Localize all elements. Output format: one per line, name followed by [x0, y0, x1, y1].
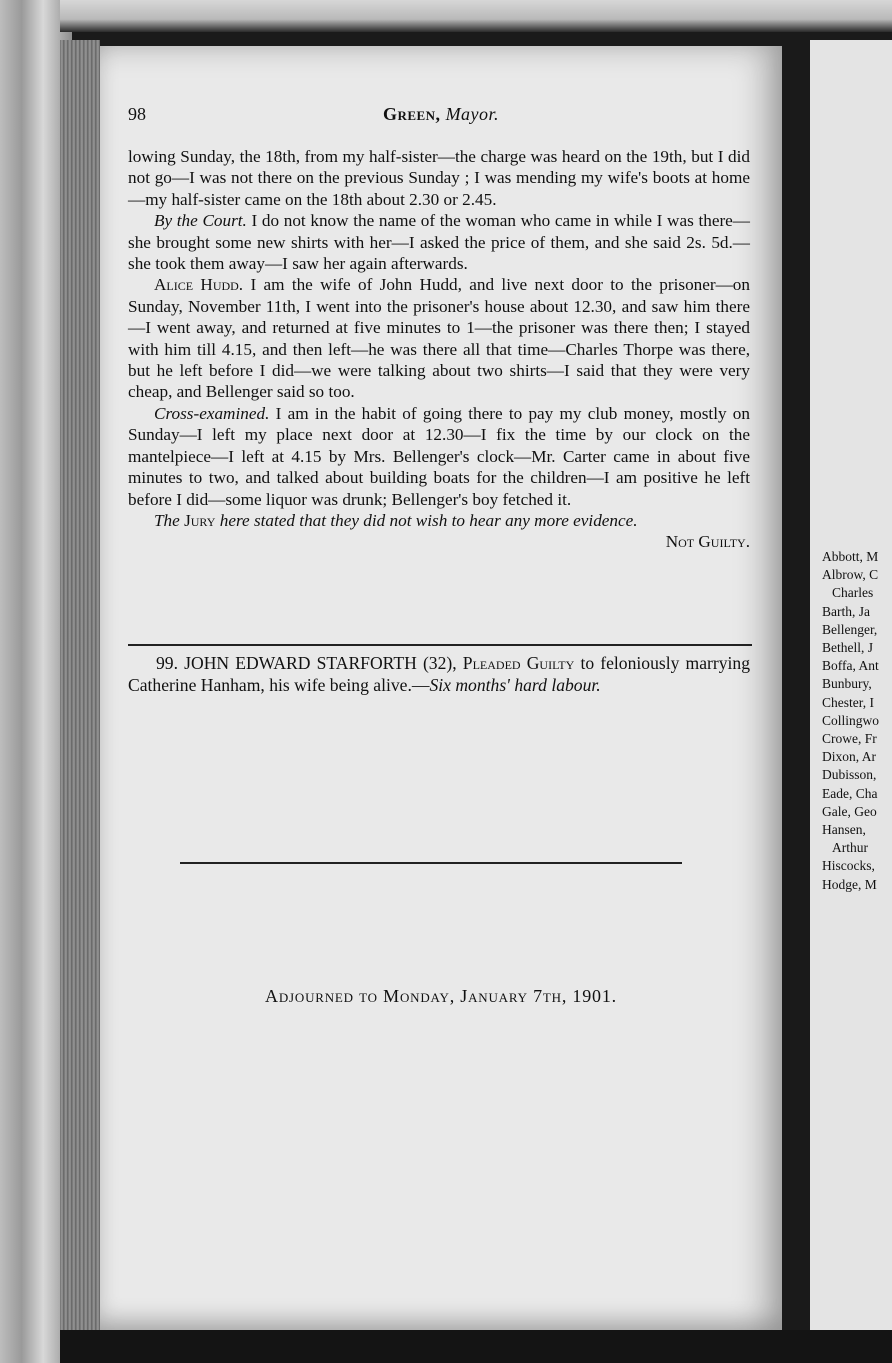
index-entry: Abbott, M [822, 549, 879, 564]
index-entry: Hodge, M [822, 876, 877, 892]
charge: to feloniously marrying Catherine Hanham, his wife being alive.— [128, 653, 751, 695]
scan-top-band [60, 0, 892, 32]
index-entry: Albrow, C [822, 567, 879, 583]
running-head [128, 104, 754, 125]
book-page-edges [60, 40, 100, 1330]
index-entry: Crowe, Fr [822, 731, 877, 747]
index-entry: Barth, Ja [822, 603, 870, 619]
case-separator-rule [128, 644, 752, 646]
testimony-text [128, 146, 750, 553]
book-page [100, 46, 782, 1330]
index-entry: Boffa, Ant [822, 658, 879, 674]
page-header [128, 104, 754, 134]
index-entry: Hansen, [822, 822, 866, 838]
index-entry: Gale, Geo [822, 803, 877, 819]
defendant-age: (32), [422, 653, 457, 673]
paragraph-continuation: lowing Sunday, the 18th, from my half-sister—the charge was heard on the 19th, but I did not go—I was not there on the previous Sunday ; I was mending my wife's boots at home—my half-sister came on the 18th about 2.30 or 2.45. [128, 147, 750, 209]
index-entry: Bellenger, [822, 621, 878, 637]
verdict: Not Guilty. [665, 532, 750, 552]
paragraph-lead: Cross-examined. [154, 403, 270, 423]
case-number: 99. [156, 653, 178, 673]
running-head-name: Green, [382, 104, 441, 124]
index-entry: Hiscocks, [822, 858, 875, 874]
index-entry: Chester, I [822, 694, 874, 710]
paragraph-lead: By the Court. [154, 211, 247, 231]
plea: Pleaded Guilty [462, 653, 575, 673]
case-entry [128, 652, 750, 696]
scan-bottom-band [60, 1330, 892, 1363]
end-rule [180, 862, 682, 864]
page-number: 98 [128, 104, 146, 124]
paragraph-cross-examined: Cross-examined. I am in the habit of going there to pay my club money, mostly on Sunday—I left my place next door at 12.30—I fix the time by our clock on the mantelpiece—I left at 4.15 by Mrs. Bellenger's clock—Mr. Carter came in about five minutes to two, and talked about building boats for the children—I am positive he left before I did—some liquor was drunk; Bellenger's boy fetched it. [128, 403, 750, 509]
index-entry: Bunbury, [822, 676, 872, 692]
index-entry: Arthur [832, 840, 868, 856]
witness-name: Alice Hudd. [154, 275, 244, 295]
index-entry: Dixon, Ar [822, 749, 876, 765]
defendant-name: JOHN EDWARD STARFORTH [184, 653, 417, 673]
index-entry: Collingwo [822, 712, 880, 728]
index-entry: Eade, Cha [822, 785, 878, 801]
index-entry: Bethell, J [822, 640, 873, 656]
running-head-title: Mayor. [445, 104, 500, 124]
index-entry: Dubisson, [822, 767, 877, 783]
jury-statement: The Jury here stated that they did not wish to hear any more evidence. [154, 510, 638, 530]
adjournment-notice: Adjourned to Monday, January 7th, 1901. [265, 986, 617, 1006]
paragraph-alice-hudd: Alice Hudd. I am the wife of John Hudd, and live next door to the prisoner—on Sunday, November 11th, I went into the prisoner's house about 12.30, and saw him there—I went away, and returned at five minutes to 1—the prisoner was there then; I stayed with him till 4.15, and then left—he was there all that time—Charles Thorpe was there, but he left before I did—we were talking about two shirts—I said that they were very cheap, and Bellenger said so too. [128, 275, 750, 402]
paragraph-by-the-court: By the Court. I do not know the name of the woman who came in while I was there—she brought some new shirts with her—I asked the price of them, and she said 2s. 5d.—she took them away—I saw her again afterwards. [128, 211, 750, 274]
sentence: Six months' hard labour. [429, 675, 601, 695]
facing-page-index [822, 548, 892, 894]
index-entry: Charles [832, 585, 874, 601]
